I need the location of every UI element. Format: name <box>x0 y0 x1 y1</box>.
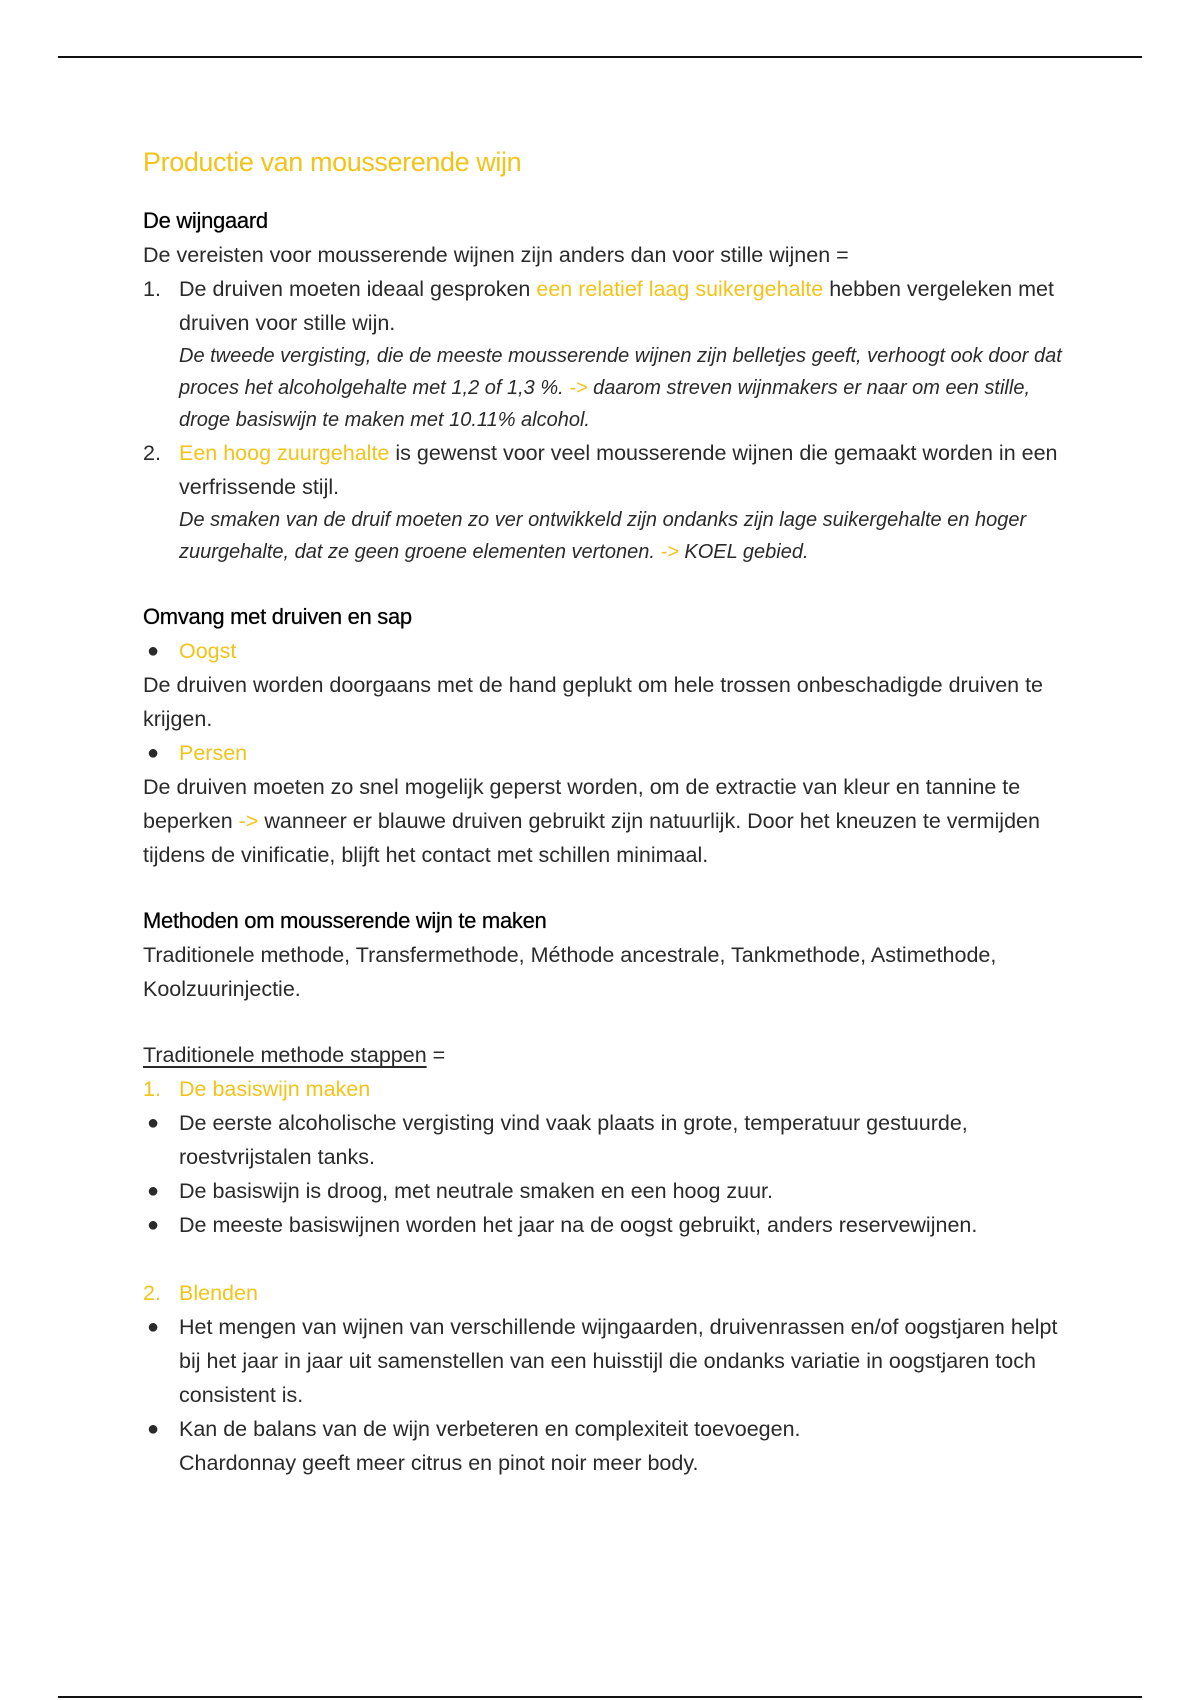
section-heading-wijngaard: De wijngaard <box>143 208 268 233</box>
item-text-pre: De druiven moeten ideaal gesproken <box>179 277 531 301</box>
arrow-marker: -> <box>569 377 588 399</box>
bullet-text: De eerste alcoholische vergisting vind vaak plaats in grote, temperatuur gestuurde, roestvrijstalen tanks. <box>179 1111 968 1169</box>
persen-text-b: wanneer er blauwe druiven gebruikt zijn natuurlijk. Door het kneuzen te vermijden tijdens de vinificatie, blijft het contact met schillen minimaal. <box>143 809 1040 867</box>
document-body <box>143 142 1073 1480</box>
arrow-marker: -> <box>238 809 259 833</box>
highlight-text: Een hoog zuurgehalte <box>179 441 390 465</box>
numbered-item-1 <box>143 272 1073 436</box>
bullet-text: De basiswijn is droog, met neutrale smaken en een hoog zuur. <box>179 1179 773 1203</box>
bullet-text: Kan de balans van de wijn verbeteren en complexiteit toevoegen. <box>179 1417 801 1441</box>
item-number: 2. <box>143 441 161 465</box>
bullet-text: De meeste basiswijnen worden het jaar na de oogst gebruikt, anders reservewijnen. <box>179 1213 978 1237</box>
bullet-text: Het mengen van wijnen van verschillende wijngaarden, druivenrassen en/of oogstjaren helpt bij het jaar in jaar uit samenstellen van een huisstijl die ondanks variatie in oogstjaren toch consistent is. <box>179 1315 1058 1407</box>
spacer <box>143 1242 1073 1276</box>
bullet-icon: ● <box>147 1418 160 1440</box>
stappen-heading-eq: = <box>426 1043 446 1067</box>
bullet-persen <box>143 736 1073 770</box>
bullet-icon: ● <box>147 1316 160 1338</box>
step-number: 1. <box>143 1077 161 1101</box>
bullet-icon: ● <box>147 742 160 764</box>
top-rule <box>58 56 1142 58</box>
note-text-cont: daarom streven wijnmakers er naar om een stille, droge basiswijn te maken met 10.11% alcohol. <box>179 377 1031 431</box>
step1-bullet-2 <box>143 1174 1073 1208</box>
step-label: Blenden <box>179 1281 258 1305</box>
step-number: 2. <box>143 1281 161 1305</box>
note-text-cont: KOEL gebied. <box>684 541 809 563</box>
bullet-label: Oogst <box>179 639 237 663</box>
oogst-text: De druiven worden doorgaans met de hand geplukt om hele trossen onbeschadigde druiven te krijgen. <box>143 673 1044 731</box>
section-heading-omvang: Omvang met druiven en sap <box>143 604 412 629</box>
bullet-text-cont: Chardonnay geeft meer citrus en pinot noir meer body. <box>179 1451 699 1475</box>
step-2 <box>143 1276 1073 1310</box>
item-number: 1. <box>143 277 161 301</box>
section-heading-stappen <box>143 1038 1073 1072</box>
step-1 <box>143 1072 1073 1106</box>
step2-bullet-2 <box>143 1412 1073 1480</box>
note-text: De smaken van de druif moeten zo ver ontwikkeld zijn ondanks zijn lage suikergehalte en hoger zuurgehalte, dat ze geen groene elementen vertonen. <box>179 509 1027 563</box>
step1-bullet-3 <box>143 1208 1073 1242</box>
bullet-icon: ● <box>147 1112 160 1134</box>
bullet-icon: ● <box>147 1180 160 1202</box>
spacer <box>143 1006 1073 1038</box>
page-title: Productie van mousserende wijn <box>143 147 522 177</box>
step2-bullet-1 <box>143 1310 1073 1412</box>
note-text: De tweede vergisting, die de meeste mousserende wijnen zijn belletjes geeft, verhoogt ook door dat proces het alcoholgehalte met 1,2 of 1,3 %. <box>179 345 1062 399</box>
numbered-item-2 <box>143 436 1073 568</box>
item-text-post: hebben vergeleken met druiven voor stille wijn. <box>179 277 1054 335</box>
item-text-post: is gewenst voor veel mousserende wijnen die gemaakt worden in een verfrissende stijl. <box>179 441 1058 499</box>
methoden-text: Traditionele methode, Transfermethode, Méthode ancestrale, Tankmethode, Astimethode, Koolzuurinjectie. <box>143 943 997 1001</box>
italic-note <box>179 340 1073 436</box>
highlight-text: een relatief laag suikergehalte <box>536 277 824 301</box>
spacer <box>143 872 1073 904</box>
spacer <box>143 568 1073 600</box>
bottom-rule <box>58 1696 1142 1698</box>
bullet-icon: ● <box>147 1214 160 1236</box>
bullet-oogst <box>143 634 1073 668</box>
step1-bullet-1 <box>143 1106 1073 1174</box>
step-label: De basiswijn maken <box>179 1077 371 1101</box>
stappen-heading-text: Traditionele methode stappen <box>143 1043 427 1067</box>
italic-note <box>179 504 1073 568</box>
bullet-label: Persen <box>179 741 248 765</box>
persen-text <box>143 770 1073 872</box>
section-intro: De vereisten voor mousserende wijnen zijn anders dan voor stille wijnen = <box>143 243 849 267</box>
bullet-icon: ● <box>147 640 160 662</box>
arrow-marker: -> <box>660 541 679 563</box>
persen-text-a: De druiven moeten zo snel mogelijk geperst worden, om de extractie van kleur en tannine te beperken <box>143 775 1021 833</box>
section-heading-methoden: Methoden om mousserende wijn te maken <box>143 908 547 933</box>
